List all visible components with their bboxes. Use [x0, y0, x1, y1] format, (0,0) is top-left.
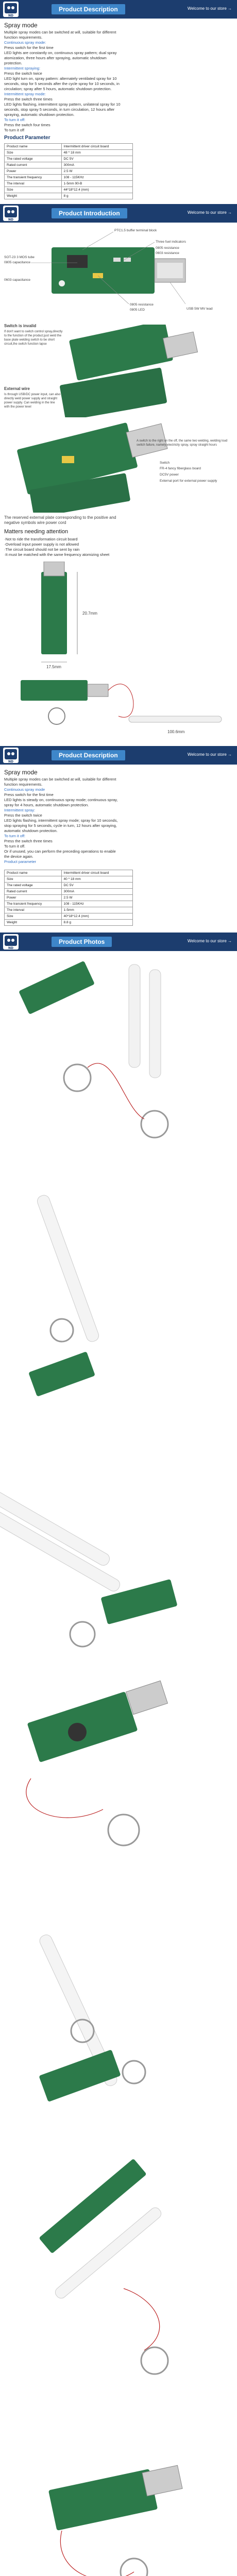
- callout: Switch: [160, 461, 170, 465]
- params-table-2: [4, 870, 133, 926]
- param-key: Power: [5, 895, 62, 901]
- robot-logo-icon: [3, 206, 19, 221]
- param-value: 44*18*12.4 (mm): [61, 187, 132, 193]
- brand-logo: [3, 934, 19, 950]
- pcb-switch-photo: [0, 420, 237, 513]
- dim-height: 20.7mm: [82, 611, 97, 616]
- external-wire-text: Is through USB/DC power input, can also directly weld power supply and straight power supply. Can welding in the line with the power level: [4, 393, 61, 409]
- table-row: [5, 889, 133, 895]
- text-line: Continuous spray mode:: [4, 40, 46, 45]
- text-line: Product parameter: [4, 859, 37, 864]
- external-wire-title: External wire: [4, 386, 30, 391]
- param-value: 40 * 18 mm: [61, 876, 132, 883]
- param-key: The transient frequency: [5, 175, 62, 181]
- param-value: 2.5 W: [61, 895, 132, 901]
- text-line: function requirements.: [4, 35, 43, 40]
- params-table: [4, 143, 133, 199]
- svg-text:ND: ND: [8, 218, 14, 221]
- text-line: Press switch for the first time: [4, 792, 54, 797]
- table-row: [5, 901, 133, 907]
- param-key: Power: [5, 168, 62, 175]
- table-row: [5, 876, 133, 883]
- text-line: Multiple spray modes can be switched at will, suitable for different: [4, 30, 116, 35]
- text-line: ·Overload input power supply is not allowed: [4, 542, 79, 547]
- callout: SOT-23 3 MOS tube: [4, 256, 35, 259]
- spray-mode-text-2: [4, 777, 233, 865]
- param-value: 8.8 g: [61, 920, 132, 926]
- text-line: Continuous spray mode: [4, 787, 45, 792]
- text-line: Press the switch four times: [4, 123, 50, 127]
- param-value: 2.5 W: [61, 168, 132, 175]
- table-row: [5, 913, 133, 920]
- dim-width: 17.5mm: [46, 665, 61, 669]
- attention-list: [4, 537, 233, 557]
- param-key: The transient frequency: [5, 901, 62, 907]
- text-line: To turn it off:: [4, 834, 26, 838]
- text-line: LED lights are constantly on, continuous spray pattern; dual spray: [4, 50, 117, 55]
- callout: USB 5W MV lead: [187, 307, 213, 311]
- text-line: To turn it off: [4, 128, 25, 132]
- introduction-header: [0, 204, 237, 223]
- robot-logo-icon: [3, 2, 19, 17]
- table-row: [5, 162, 133, 168]
- svg-text:ND: ND: [8, 14, 14, 17]
- text-line: spraying, automatic shutdown protection.: [4, 112, 75, 117]
- text-line: Press the switch three times: [4, 839, 53, 843]
- table-row: [5, 175, 133, 181]
- table-row: [5, 870, 133, 876]
- text-line: Intermittent spraying:: [4, 66, 41, 71]
- param-value: 108 - 115KHz: [61, 901, 132, 907]
- text-line: stop spraying for 5 seconds, cycle in turn, 12 hours after spraying,: [4, 823, 117, 828]
- callout: 0603 capacitance: [4, 278, 30, 282]
- callout: DC5V power: [160, 473, 179, 477]
- photos-header: [0, 933, 237, 951]
- brand-logo: [3, 2, 19, 17]
- text-line: LED lights flashing, intermittent spray pattern, unilateral spray for 10: [4, 102, 121, 107]
- text-line: Press the switch three times: [4, 97, 53, 101]
- param-key: The interval: [5, 907, 62, 913]
- params-title: Product Parameter: [4, 135, 50, 141]
- spray-mode-title-2: Spray mode: [4, 769, 38, 776]
- brand-logo: [3, 206, 19, 221]
- welcome-text: Welcome to our store →: [187, 939, 232, 943]
- text-line: Press the switch twice: [4, 813, 42, 818]
- param-key: The rated voltage: [5, 156, 62, 162]
- table-row: [5, 187, 133, 193]
- table-row: [5, 181, 133, 187]
- text-line: Intermittent spray:: [4, 808, 36, 812]
- switch-note: A switch to the right on the off, the same two welding, welding loud switch failure, namely electricity spray, spray straight hours: [137, 439, 228, 447]
- text-line: spray for 4 hours, automatic shutdown protection.: [4, 803, 89, 807]
- param-key: Weight: [5, 920, 62, 926]
- welcome-text: Welcome to our store →: [187, 6, 232, 11]
- attention-title: Matters needing attention: [4, 529, 69, 535]
- brand-logo: [3, 748, 19, 763]
- photo-kit-4: [26, 1681, 168, 1845]
- text-line: LED light turn on, spray pattern: alternately ventilated spray for 10: [4, 76, 117, 81]
- reserved-plate-note: The reserved external plate corresponding to the positive and negative symbols wire power cord: [4, 515, 116, 525]
- param-key: Size: [5, 876, 62, 883]
- switch-invalid-text: If don't want to switch control spray,directly to the function of the product,just weld the base plate welding switch to be short circuit,the switch function lapse: [4, 330, 63, 346]
- param-value: 40*18*12.4 (mm): [61, 913, 132, 920]
- table-row: [5, 895, 133, 901]
- param-value: 300mA: [61, 162, 132, 168]
- text-line: To turn it off:: [4, 117, 26, 122]
- welcome-text: Welcome to our store →: [187, 210, 232, 215]
- pcb-annotated-diagram: [0, 227, 237, 319]
- section-title: Product Description: [52, 750, 125, 760]
- param-key: Rated current: [5, 162, 62, 168]
- callout: 0805 capacitance: [4, 261, 30, 264]
- param-key: Size: [5, 913, 62, 920]
- text-line: circulation; spray after 5 hours, automatic shutdown protection.: [4, 87, 112, 91]
- param-value: DC 5V: [61, 883, 132, 889]
- table-row: [5, 168, 133, 175]
- text-line: ·The circuit board should not be sent by rain: [4, 547, 80, 552]
- callout: PTC1.5 buffer terminal block: [114, 229, 157, 232]
- text-line: seconds, stop spray 5 seconds, in turn circulation, 12 hours after: [4, 107, 115, 112]
- param-value: Intermittent driver circuit board: [61, 144, 132, 150]
- robot-logo-icon: [3, 934, 19, 950]
- photo-kit-6: [39, 2159, 168, 2374]
- dimension-diagram: [0, 562, 237, 737]
- param-value: 1-5mm: [61, 907, 132, 913]
- text-line: the device again.: [4, 854, 33, 859]
- text-line: function requirements.: [4, 782, 43, 787]
- table-row: [5, 920, 133, 926]
- text-line: Intermittent spray mode:: [4, 92, 46, 96]
- callout: 0805 resistance: [130, 303, 154, 307]
- text-line: Press switch for the first time: [4, 45, 54, 50]
- table-row: [5, 144, 133, 150]
- callout: 0805 resistance: [156, 246, 179, 250]
- callout: 0805 LED: [130, 308, 145, 312]
- text-line: Multiple spray modes can be switched at will, suitable for different: [4, 777, 116, 782]
- spray-mode-title: Spray mode: [4, 22, 38, 29]
- text-line: protection.: [4, 61, 23, 65]
- table-row: [5, 883, 133, 889]
- param-value: Intermittent driver circuit board: [61, 870, 132, 876]
- spray-mode-text: [4, 30, 233, 133]
- table-row: [5, 156, 133, 162]
- param-key: Rated current: [5, 889, 62, 895]
- param-key: The rated voltage: [5, 883, 62, 889]
- text-line: ·Not to ride the transformation circuit board: [4, 537, 78, 541]
- param-key: Product name: [5, 144, 62, 150]
- param-value: 1-5mm 90-B: [61, 181, 132, 187]
- param-key: The interval: [5, 181, 62, 187]
- photo-kit-1: [19, 961, 168, 1138]
- dim-length: 100.6mm: [167, 730, 185, 734]
- svg-text:ND: ND: [8, 760, 14, 763]
- photo-kit-3: [0, 1475, 178, 1647]
- text-line: automatic shutdown protection.: [4, 828, 58, 833]
- table-row: [5, 907, 133, 913]
- table-row: [5, 150, 133, 156]
- param-key: Size: [5, 150, 62, 156]
- table-row: [5, 193, 133, 199]
- svg-text:ND: ND: [8, 946, 14, 950]
- product-photos: [0, 954, 237, 2576]
- callout: 0603 resistance: [156, 251, 179, 255]
- param-value: 300mA: [61, 889, 132, 895]
- param-key: Weight: [5, 193, 62, 199]
- photo-kit-7: [48, 2465, 182, 2576]
- param-value: DC 5V: [61, 156, 132, 162]
- section-title: Product Photos: [52, 937, 112, 947]
- param-key: Size: [5, 187, 62, 193]
- welcome-text: Welcome to our store →: [187, 752, 232, 757]
- section-title: Product Introduction: [52, 208, 127, 218]
- param-value: 8 g: [61, 193, 132, 199]
- text-line: LED lights flashing, intermittent spray mode; spray for 10 seconds,: [4, 818, 118, 823]
- text-line: Or if unused, you can perform the preceding operations to enable: [4, 849, 116, 854]
- text-line: To turn it off.: [4, 844, 26, 849]
- switch-invalid-title: Switch is invalid: [4, 324, 37, 328]
- text-line: atomization, three hours after spraying, automatic shutdown: [4, 56, 107, 60]
- text-line: ·It must be matched with the same frequency atomizing sheet: [4, 552, 110, 557]
- param-value: 48 * 18 mm: [61, 150, 132, 156]
- param-value: 108 - 115KHz: [61, 175, 132, 181]
- photo-kit-5: [38, 1933, 145, 2102]
- text-line: Press the switch twice: [4, 71, 42, 76]
- callout: Three fuel indicators: [156, 240, 186, 244]
- param-key: Product name: [5, 870, 62, 876]
- description-header: [0, 0, 237, 19]
- robot-logo-icon: [3, 748, 19, 763]
- text-line: LED lights is steady on, continuous spray mode; continuous spray,: [4, 798, 118, 802]
- text-line: seconds, stop for 5 seconds after the cycle spray for 10 seconds, in: [4, 81, 120, 86]
- callout: External port for external power supply: [160, 479, 217, 483]
- photo-kit-2: [28, 1194, 100, 1397]
- section-title: Product Description: [52, 4, 125, 14]
- callout: FR-4 fancy fiberglass board: [160, 467, 201, 470]
- description-header-2: [0, 746, 237, 765]
